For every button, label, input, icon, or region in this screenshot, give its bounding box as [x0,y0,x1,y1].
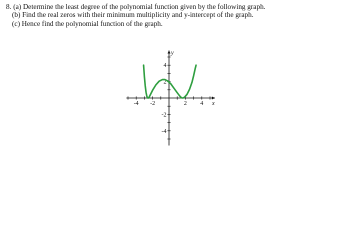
y-tick-label: -4 [161,128,167,135]
x-axis-label: x [211,101,215,107]
part-a-text: (a) Determine the least degree of the polynomial function given by the following graph. [13,3,266,11]
y-tick-label: 4 [163,63,167,70]
problem-part-c: (c) Hence find the polynomial function of the graph. [12,19,163,28]
y-tick-label: -2 [161,112,167,119]
problem-number: 8. [6,3,12,11]
y-axis-label: y [171,50,174,57]
problem-part-b: (b) Find the real zeros with their minimum multiplicity and y-intercept of the graph. [12,11,254,20]
y-tick-label: 2 [163,79,167,86]
problem-statement [6,3,346,28]
x-tick-label: 2 [183,101,187,107]
x-tick-label: -4 [133,101,139,107]
polynomial-graph [118,44,228,152]
x-axis-arrow [212,97,215,100]
problem-part-a [6,3,346,11]
x-tick-label: -2 [150,101,156,107]
x-tick-label: 4 [200,101,204,107]
